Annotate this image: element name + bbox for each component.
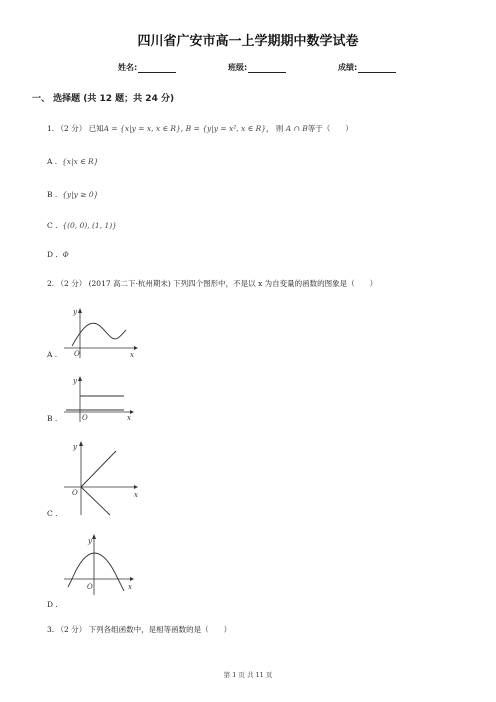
q2-graph-b-origin: O bbox=[82, 414, 88, 422]
q2-graph-a-y-label: y bbox=[73, 308, 77, 316]
q3-number: 3. bbox=[47, 625, 55, 634]
score-label: 成绩: bbox=[338, 63, 358, 72]
q2-number: 2. bbox=[47, 279, 55, 288]
question-2 bbox=[47, 278, 377, 289]
name-field bbox=[118, 62, 176, 73]
q1-number: 1. bbox=[47, 124, 55, 133]
q1-stem-post: 等于（ ） bbox=[307, 124, 353, 133]
question-1 bbox=[47, 123, 353, 134]
page-footer: 第 1 页 共 11 页 bbox=[223, 671, 273, 679]
question-3 bbox=[47, 624, 231, 635]
class-field bbox=[228, 62, 286, 73]
q1-points: （2 分） bbox=[56, 124, 87, 133]
q1-option-d bbox=[47, 250, 69, 259]
q2-graph-a-x-label: x bbox=[130, 351, 134, 359]
q2-graph-b-y-label: y bbox=[73, 377, 77, 385]
q2-graph-b-x-label: x bbox=[127, 414, 131, 422]
section-heading: 一、 选择题 (共 12 题；共 24 分) bbox=[32, 94, 175, 104]
q1-stem-pre: 已知 bbox=[88, 124, 104, 133]
q2-graph-c-origin: O bbox=[72, 489, 78, 497]
q2-graph-d-y-label: y bbox=[88, 537, 92, 545]
q2-points: （2 分） bbox=[56, 279, 87, 288]
name-blank bbox=[138, 64, 176, 73]
page-title: 四川省广安市高一上学期期中数学试卷 bbox=[137, 34, 359, 49]
q1-option-d-text: Φ bbox=[62, 250, 69, 259]
q2-graph-c-x-label: x bbox=[134, 491, 138, 499]
class-blank bbox=[248, 64, 286, 73]
q1-option-a bbox=[47, 157, 98, 166]
q2-option-d: D . bbox=[47, 600, 58, 609]
q2-graph-a bbox=[64, 306, 140, 360]
q1-sep: , bbox=[180, 124, 186, 133]
q2-option-c: C . bbox=[47, 509, 58, 518]
q1-option-a-text: {x|x ∈ R} bbox=[61, 157, 99, 166]
q2-graph-d-origin: O bbox=[87, 583, 93, 591]
q1-set-b: B = {y|y = x², x ∈ R} bbox=[185, 124, 267, 133]
q1-option-b bbox=[47, 190, 98, 199]
q1-option-b-text: {y|y ≥ 0} bbox=[62, 190, 99, 199]
q2-graph-b bbox=[64, 374, 136, 424]
q2-graph-d-x-label: x bbox=[128, 583, 132, 591]
score-field bbox=[338, 62, 396, 73]
q1-option-d-letter: D . bbox=[47, 250, 58, 259]
q1-option-b-letter: B . bbox=[47, 190, 58, 199]
q2-stem: (2017 高二下·杭州期末) 下列四个图形中，不是以 x 为自变量的函数的图象是（ ） bbox=[88, 279, 378, 288]
q3-points: （2 分） bbox=[56, 625, 87, 634]
q1-option-c-letter: C . bbox=[47, 221, 58, 230]
q2-graph-a-origin: O bbox=[74, 350, 80, 358]
q1-set-a: A = {x|y = x, x ∈ R} bbox=[103, 124, 181, 133]
q2-graph-c bbox=[64, 437, 142, 517]
q2-graph-d bbox=[64, 533, 140, 597]
q1-expr: A ∩ B bbox=[285, 124, 308, 133]
q1-option-a-letter: A . bbox=[47, 157, 58, 166]
q1-option-c bbox=[47, 221, 117, 230]
q1-option-c-text: {(0, 0), (1, 1)} bbox=[62, 221, 117, 230]
score-blank bbox=[358, 64, 396, 73]
q2-option-b: B . bbox=[47, 414, 58, 423]
q2-graph-c-y-label: y bbox=[73, 443, 77, 451]
q1-stem-mid: ， 则 bbox=[266, 124, 284, 133]
q2-option-a: A . bbox=[47, 350, 58, 359]
q3-stem: 下列各组函数中，是相等函数的是（ ） bbox=[88, 625, 232, 634]
class-label: 班级: bbox=[228, 63, 248, 72]
name-label: 姓名: bbox=[118, 63, 138, 72]
